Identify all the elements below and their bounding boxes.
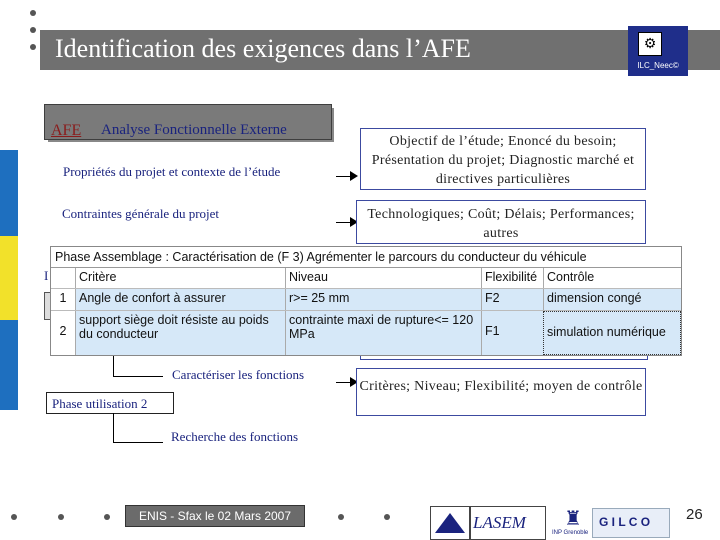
footer-date-label: ENIS - Sfax le 02 Mars 2007 <box>125 505 305 527</box>
niveau-cell: r>= 25 mm <box>285 289 481 310</box>
caracteriser-text: Caractériser les fonctions <box>172 367 305 382</box>
caracterisation-table <box>50 246 682 356</box>
inp-logo <box>552 506 588 540</box>
contraintes-text: Contraintes générale du projet <box>62 206 220 221</box>
col-header-flex: Flexibilité <box>481 268 543 288</box>
enis-logo <box>430 506 470 540</box>
phase-util-box <box>46 392 174 414</box>
techno-box: Technologiques; Coût; Délais; Performances; autres <box>356 200 646 244</box>
footer-dot <box>104 514 110 520</box>
flow-line <box>113 442 163 443</box>
bullet-dot <box>30 10 36 16</box>
robot-icon: ⚙ <box>638 32 662 56</box>
afe-abbreviation: AFE <box>51 122 82 139</box>
critere-cell: Angle de confort à assurer <box>75 289 285 310</box>
arrow-right-icon <box>350 171 358 181</box>
col-header-critere: Critère <box>75 268 285 288</box>
footer-dot <box>384 514 390 520</box>
critere-cell: support siège doit résiste au poids du conducteur <box>75 311 285 355</box>
niveau-cell: contrainte maxi de rupture<= 120 MPa <box>285 311 481 355</box>
objectif-box: Objectif de l’étude; Enoncé du besoin; Présentation du projet; Diagnostic marché et directives particulières <box>360 128 646 190</box>
flex-cell: F2 <box>481 289 543 310</box>
table-row <box>51 311 681 355</box>
footer-dot <box>338 514 344 520</box>
bullet-dot <box>30 44 36 50</box>
gilco-logo <box>592 508 670 538</box>
tower-icon: ♜ <box>564 506 582 530</box>
row-num: 1 <box>51 289 75 310</box>
row-num: 2 <box>51 311 75 355</box>
col-header-controle: Contrôle <box>543 268 681 288</box>
side-bar-yellow <box>0 236 18 320</box>
phase-util-text: Phase utilisation 2 <box>52 396 148 411</box>
inp-text: INP Grenoble <box>552 530 589 536</box>
footer-dot <box>11 514 17 520</box>
table-header-row <box>51 268 681 289</box>
ilc-logo <box>628 26 688 76</box>
gilco-text: G I L C O <box>599 515 651 529</box>
footer-dot <box>58 514 64 520</box>
recherche-text: Recherche des fonctions <box>171 429 299 444</box>
proprietes-text: Propriétés du projet et contexte de l’étude <box>63 164 281 179</box>
controle-cell: simulation numérique <box>543 311 681 355</box>
arrow-line <box>336 176 350 177</box>
criteres-box: Critères; Niveau; Flexibilité; moyen de contrôle <box>356 368 646 416</box>
table-title: Phase Assemblage : Caractérisation de (F 3) Agrémenter le parcours du conducteur du véhicule <box>51 247 681 268</box>
bullet-dot <box>30 27 36 33</box>
col-header-niveau: Niveau <box>285 268 481 288</box>
flow-line <box>113 413 114 442</box>
table-row <box>51 289 681 311</box>
afe-label: Analyse Fonctionnelle Externe <box>101 122 287 138</box>
flow-line <box>113 376 163 377</box>
flex-cell: F1 <box>481 311 543 355</box>
col-header-num <box>51 268 75 288</box>
logo-text: ILC_Neec© <box>637 61 679 70</box>
page-number: 26 <box>686 506 703 523</box>
side-bar-blue-bottom <box>0 320 18 410</box>
arrow-line <box>336 382 350 383</box>
partial-letter: I <box>44 268 49 283</box>
afe-box <box>44 104 332 140</box>
controle-cell: dimension congé <box>543 289 681 310</box>
mountain-icon <box>435 513 465 533</box>
lasem-text: LASEM <box>473 513 526 532</box>
arrow-line <box>336 222 350 223</box>
page-title: Identification des exigences dans l’AFE <box>55 34 471 63</box>
side-bar-blue-top <box>0 150 18 236</box>
lasem-logo <box>470 506 546 540</box>
